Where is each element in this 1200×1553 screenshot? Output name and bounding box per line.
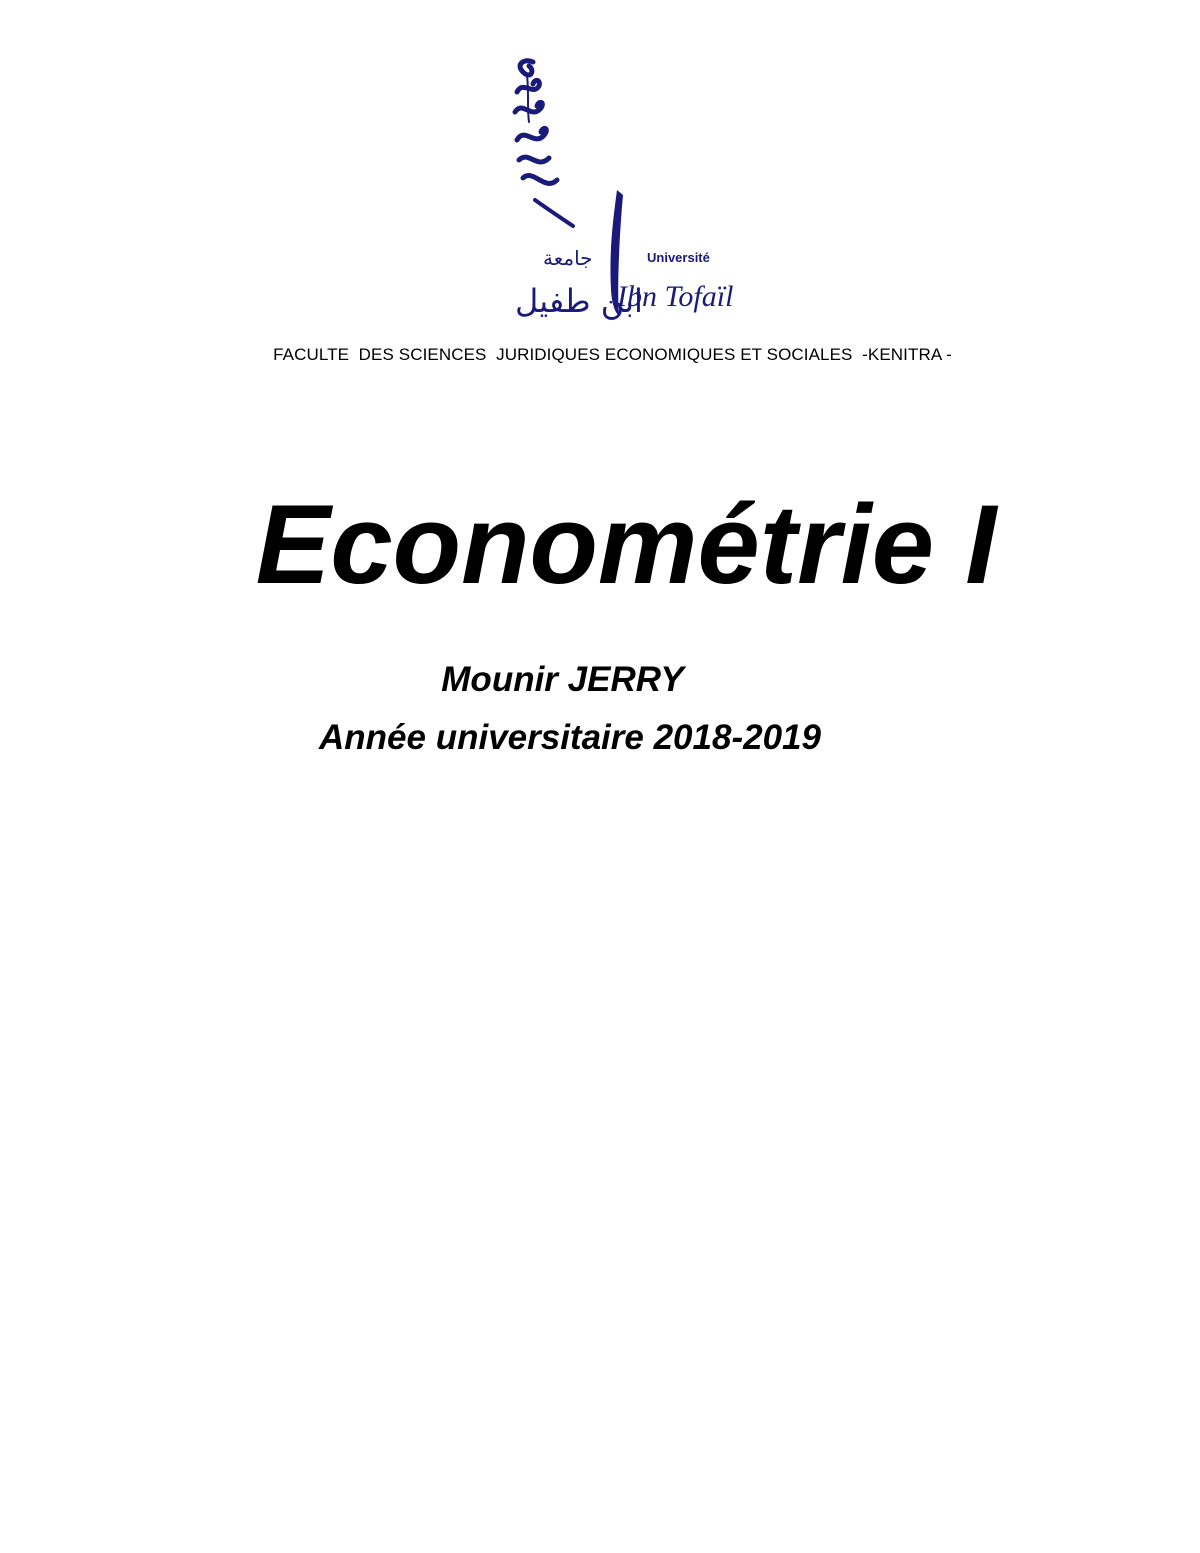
logo-latin-label: Université	[647, 250, 710, 265]
author-name: Mounir JERRY	[441, 660, 684, 699]
faculty-name: FACULTE DES SCIENCES JURIDIQUES ECONOMIQUES ET SOCIALES -KENITRA -	[273, 345, 952, 364]
academic-year: Année universitaire 2018-2019	[319, 718, 821, 757]
logo-arabic-name: ابن طفيل	[515, 282, 643, 320]
university-logo	[505, 50, 735, 335]
logo-arabic-label: جامعة	[543, 246, 593, 270]
university-logo-graphic	[505, 50, 735, 335]
document-title: Econométrie I	[255, 482, 997, 607]
logo-latin-name: Ibn Tofaïl	[617, 280, 734, 313]
